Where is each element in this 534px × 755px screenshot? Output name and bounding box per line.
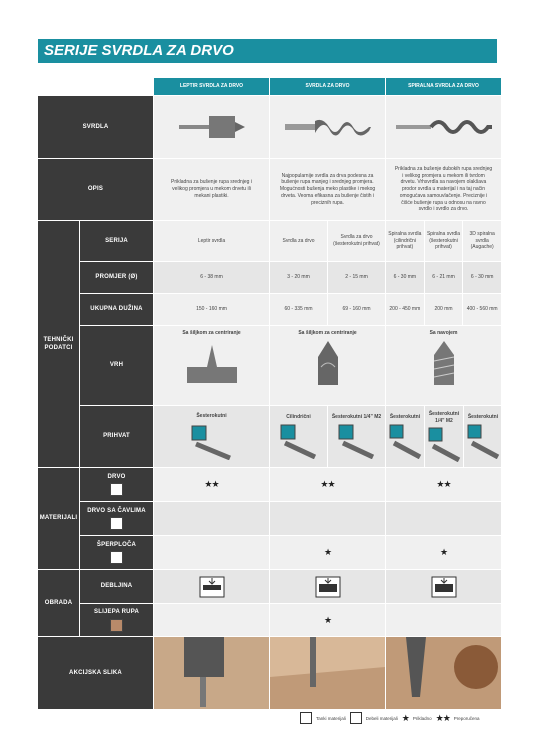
prihvat-3: Šesterokutni xyxy=(389,414,421,421)
duzina-3: 200 - 450 mm xyxy=(389,306,421,313)
action-photo-wood xyxy=(270,637,385,709)
blind-hole-icon xyxy=(110,619,123,632)
action-photo-spade xyxy=(154,637,269,709)
duzina-2: 69 - 160 mm xyxy=(327,294,385,325)
group-label-obrada: OBRADA xyxy=(38,570,79,636)
action-photo-auger xyxy=(386,637,501,709)
prihvat-0: Šesterokutni xyxy=(196,413,227,420)
opis-0: Prikladna za bušenje rupa srednjeg i velikog promjera u mekom drvetu ili mekani plastiki. xyxy=(154,159,269,220)
row-label-cavli: DRVO SA ČAVLIMA xyxy=(87,507,146,514)
duzina-4: 200 mm xyxy=(424,294,463,325)
promjer-4: 6 - 21 mm xyxy=(424,262,463,293)
page-title: SERIJE SVRDLA ZA DRVO xyxy=(38,39,497,63)
row-label-akcijska: AKCIJSKA SLIKA xyxy=(38,637,153,709)
spade-bit-image xyxy=(154,96,269,158)
drill-comparison-table xyxy=(38,78,497,703)
legend xyxy=(300,711,500,725)
row-label-duzina: UKUPNA DUŽINA xyxy=(80,294,153,325)
vrh-1: Sa šiljkom za centriranje xyxy=(298,330,357,336)
vrh-0: Sa šiljkom za centriranje xyxy=(182,330,241,336)
serija-2: Svrdla za drvo (šesterokutni prihvat) xyxy=(327,221,385,261)
promjer-3: 6 - 30 mm xyxy=(393,274,417,281)
hex-m2-shank-icon xyxy=(337,423,377,459)
legend-preporucena: Preporučena xyxy=(453,715,480,721)
row-label-svrdla: SVRDLA xyxy=(38,96,153,158)
opis-2: Prikladna za bušenje dubokih rupa srednjeg i velikog promjera u mekom ili tvrdom drvetu. Vrhsvrdla sa navojem olakšava prodor svrdla u materijal i na taj način omogućava samouvlačenje. Preciznije i čišće bušenje rupa u odnosu na ravno svrdlo i svrdlo za drvo. xyxy=(386,159,501,220)
vrh-2: Sa navojem xyxy=(429,330,458,336)
thickness-icon xyxy=(431,576,457,598)
thickness-icon xyxy=(315,576,341,598)
row-label-drvo: DRVO xyxy=(107,473,126,480)
wood-material-icon xyxy=(110,483,123,496)
duzina-0: 150 - 160 mm xyxy=(154,294,269,325)
thickness-icon xyxy=(199,576,225,598)
hex-shank-icon xyxy=(190,424,234,460)
plywood-material-icon xyxy=(110,551,123,564)
wood-bit-image xyxy=(270,96,385,158)
serija-1: Svrdla za drvo xyxy=(282,237,315,244)
col-header-1: SVRDLA ZA DRVO xyxy=(270,78,385,95)
row-label-prihvat: PRIHVAT xyxy=(80,406,153,467)
col-header-0: LEPTIR SVRDLA ZA DRVO xyxy=(154,78,269,95)
duzina-1: 60 - 335 mm xyxy=(284,306,313,313)
row-label-opis: OPIS xyxy=(38,159,153,220)
row-label-slijepa: SLIJEPA RUPA xyxy=(94,609,139,616)
promjer-1: 3 - 20 mm xyxy=(287,274,310,281)
prihvat-5: Šesterokutni xyxy=(467,414,499,421)
promjer-5: 6 - 30 mm xyxy=(462,262,501,293)
legend-star-two: ★★ xyxy=(435,712,450,723)
slijepa-stars-1: ★ xyxy=(323,614,332,625)
sperploca-stars-2: ★ xyxy=(439,547,448,558)
legend-star-one: ★ xyxy=(401,712,409,723)
row-label-serija: SERIJA xyxy=(80,221,153,261)
row-label-promjer: PROMJER (Ø) xyxy=(80,262,153,293)
hex-m2-shank-icon xyxy=(427,426,461,462)
serija-5: 3D spiralna svrdla (Augache) xyxy=(462,221,501,261)
col-header-2: SPIRALNA SVRDLA ZA DRVO xyxy=(386,78,501,95)
legend-tanki: Tanki materijali xyxy=(316,715,346,721)
row-label-sperploca: ŠPERPLOČA xyxy=(96,541,137,548)
promjer-2: 2 - 15 mm xyxy=(327,262,385,293)
hex-shank-icon xyxy=(388,423,422,459)
spade-tip-image xyxy=(182,337,242,387)
sperploca-stars-1: ★ xyxy=(323,547,332,558)
drvo-stars-0: ★★ xyxy=(204,479,219,490)
nails-material-icon xyxy=(110,517,123,530)
duzina-5: 400 - 560 mm xyxy=(462,294,501,325)
promjer-0: 6 - 38 mm xyxy=(154,262,269,293)
thick-material-icon xyxy=(350,712,362,724)
auger-bit-image xyxy=(386,96,501,158)
serija-3: Spiralna svrdla (cilindrični prihvat) xyxy=(388,230,422,251)
prihvat-1: Cilindrični xyxy=(286,414,311,421)
hex-shank-icon xyxy=(466,423,500,459)
prihvat-4: Šesterokutni 1/4" M2 xyxy=(428,410,460,424)
drvo-stars-2: ★★ xyxy=(436,479,451,490)
row-label-vrh: VRH xyxy=(80,326,153,405)
corner-empty xyxy=(38,78,153,95)
auger-tip-image xyxy=(419,337,469,387)
serija-4: Spiralna svrdla (šesterokutni prihvat) xyxy=(424,221,463,261)
prihvat-2: Šesterokutni 1/4" M2 xyxy=(331,414,382,421)
serija-0: Leptir svrdla xyxy=(154,221,269,261)
opis-1: Najpopularnije svrdla za drva podesna za bušenje rupa manjeg i srednjeg promjera. Mogućnosti bušenja meko plastike i mekog drveta. Veoma efikasna za bušenje čistih i preciznih rupa. xyxy=(270,159,385,220)
group-label-tehnicki: TEHNIČKI PODATCI xyxy=(38,221,79,467)
group-label-materijali: MATERIJALI xyxy=(38,468,79,569)
thin-material-icon xyxy=(300,712,312,724)
drvo-stars-1: ★★ xyxy=(320,479,335,490)
wood-tip-image xyxy=(303,337,353,387)
round-shank-icon xyxy=(279,423,319,459)
row-label-debljina: DEBLJINA xyxy=(80,570,153,603)
legend-debeli: Debeli materijali xyxy=(365,715,398,721)
legend-prikladno: Prikladno xyxy=(412,715,432,721)
